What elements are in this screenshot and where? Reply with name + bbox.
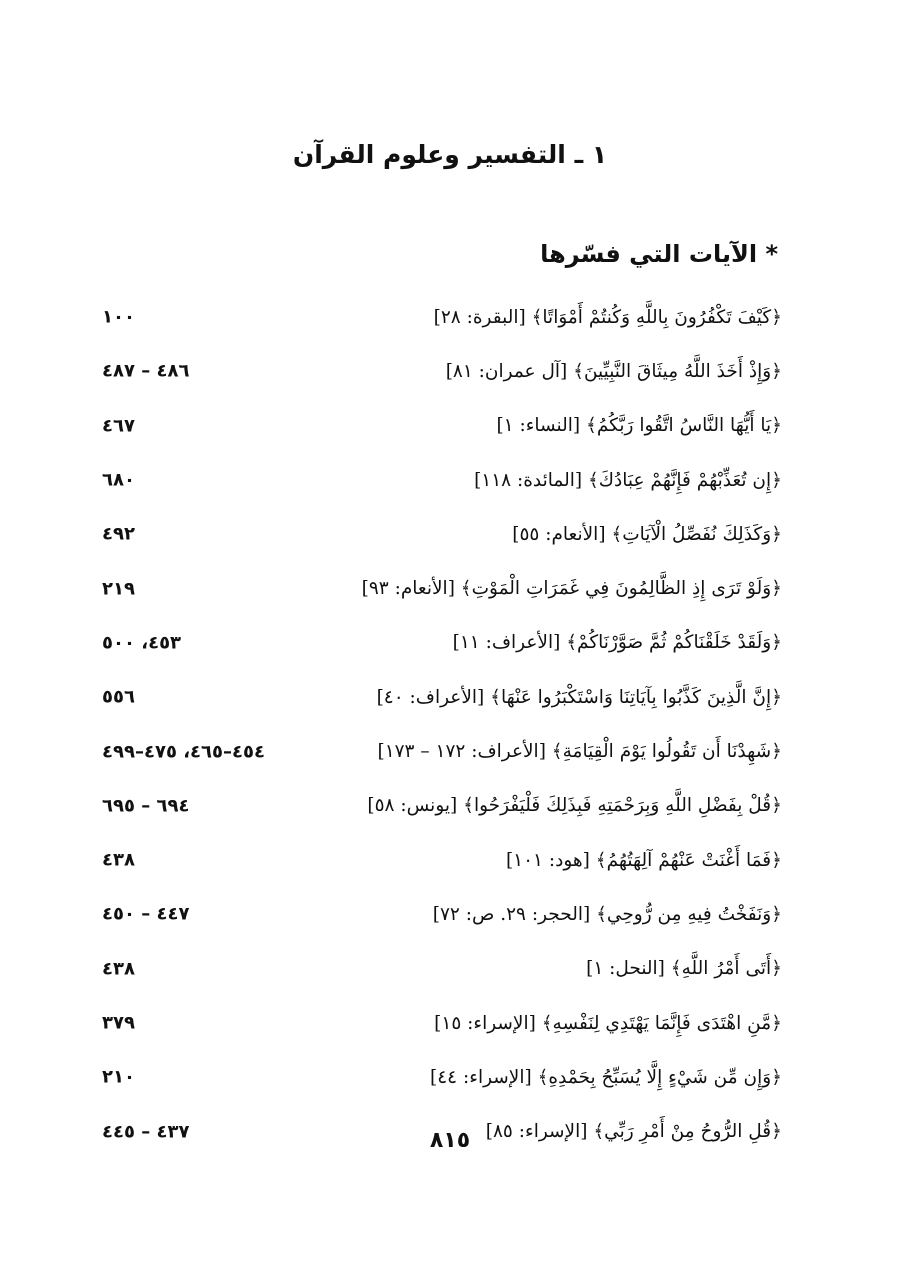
index-entry [102,507,782,561]
page-reference: ٢١٩ [102,578,135,600]
index-entry [102,453,782,507]
chapter-title: ١ ـ التفسير وعلوم القرآن [292,140,608,169]
index-entry [102,561,782,615]
index-entry [102,724,782,778]
page-reference: ٤٣٧ – ٤٤٥ [102,1121,190,1143]
verse-text: ﴿مَّنِ اهْتَدَى فَإِنَّمَا يَهْتَدِي لِنَفْسِهِ﴾ [الإسراء: ١٥] [434,1012,782,1034]
index-entry [102,670,782,724]
page-reference: ٦٩٤ – ٦٩٥ [102,795,190,817]
index-entry [102,290,782,344]
verse-text: ﴿قُلْ بِفَضْلِ اللَّهِ وَبِرَحْمَتِهِ فَبِذَلِكَ فَلْيَفْرَحُوا﴾ [يونس: ٥٨] [367,795,782,817]
page-reference: ٤٦٧ [102,415,135,437]
page-reference: ٤٤٧ – ٤٥٠ [102,903,190,925]
verse-text: ﴿وَإِذْ أَخَذَ اللَّهُ مِيثَاقَ النَّبِيِّينَ﴾ [آل عمران: ٨١] [445,360,782,382]
verse-text: ﴿يَا أَيُّهَا النَّاسُ اتَّقُوا رَبَّكُمُ﴾ [النساء: ١] [496,415,782,437]
page-reference: ٤٣٨ [102,849,135,871]
verse-text: ﴿وَكَذَلِكَ نُفَصِّلُ الْآيَاتِ﴾ [الأنعام: ٥٥] [512,523,782,545]
page-reference: ٤٥٣، ٥٠٠ [102,632,182,654]
page-reference: ٤٣٨ [102,958,135,980]
verse-index-list [102,290,782,1159]
verse-text: ﴿كَيْفَ تَكْفُرُونَ بِاللَّهِ وَكُنتُمْ أَمْوَاتًا﴾ [البقرة: ٢٨] [433,306,782,328]
verse-text: ﴿شَهِدْنَا أَن تَقُولُوا يَوْمَ الْقِيَامَةِ﴾ [الأعراف: ١٧٢ – ١٧٣] [377,741,782,763]
index-entry [102,996,782,1050]
verse-text: ﴿إِنَّ الَّذِينَ كَذَّبُوا بِآيَاتِنَا وَاسْتَكْبَرُوا عَنْهَا﴾ [الأعراف: ٤٠] [376,686,782,708]
verse-text: ﴿وَنَفَخْتُ فِيهِ مِن رُّوحِي﴾ [الحجر: ٢٩. ص: ٧٢] [432,903,782,925]
index-entry [102,399,782,453]
index-entry [102,887,782,941]
page-reference: ٤٩٢ [102,523,135,545]
page-reference: ١٠٠ [102,306,135,328]
page-reference: ٤٨٦ – ٤٨٧ [102,360,190,382]
verse-text: ﴿قُلِ الرُّوحُ مِنْ أَمْرِ رَبِّي﴾ [الإسراء: ٨٥] [485,1121,782,1143]
index-entry [102,344,782,398]
verse-text: ﴿أَتَى أَمْرُ اللَّهِ﴾ [النحل: ١] [586,958,782,980]
page-reference: ٢١٠ [102,1066,135,1088]
page-number: ٨١٥ [429,1128,471,1153]
verse-text: ﴿فَمَا أَغْنَتْ عَنْهُمْ آلِهَتُهُمُ﴾ [هود: ١٠١] [505,849,782,871]
verse-text: ﴿وَإِن مِّن شَيْءٍ إِلَّا يُسَبِّحُ بِحَمْدِهِ﴾ [الإسراء: ٤٤] [430,1066,782,1088]
index-entry [102,942,782,996]
index-entry [102,833,782,887]
index-entry [102,1050,782,1104]
index-entry [102,616,782,670]
page-reference: ٦٨٠ [102,469,135,491]
verse-text: ﴿إِن تُعَذِّبْهُمْ فَإِنَّهُمْ عِبَادُكَ﴾ [المائدة: ١١٨] [474,469,782,491]
verse-text: ﴿وَلَقَدْ خَلَقْنَاكُمْ ثُمَّ صَوَّرْنَاكُمْ﴾ [الأعراف: ١١] [452,632,782,654]
verse-text: ﴿وَلَوْ تَرَى إِذِ الظَّالِمُونَ فِي غَمَرَاتِ الْمَوْتِ﴾ [الأنعام: ٩٣] [361,578,782,600]
page-reference: ٤٥٤–٤٦٥، ٤٧٥–٤٩٩ [102,741,265,763]
page-reference: ٣٧٩ [102,1012,135,1034]
section-heading: * الآيات التي فسّرها [540,240,778,268]
page-reference: ٥٥٦ [102,686,135,708]
index-entry [102,779,782,833]
